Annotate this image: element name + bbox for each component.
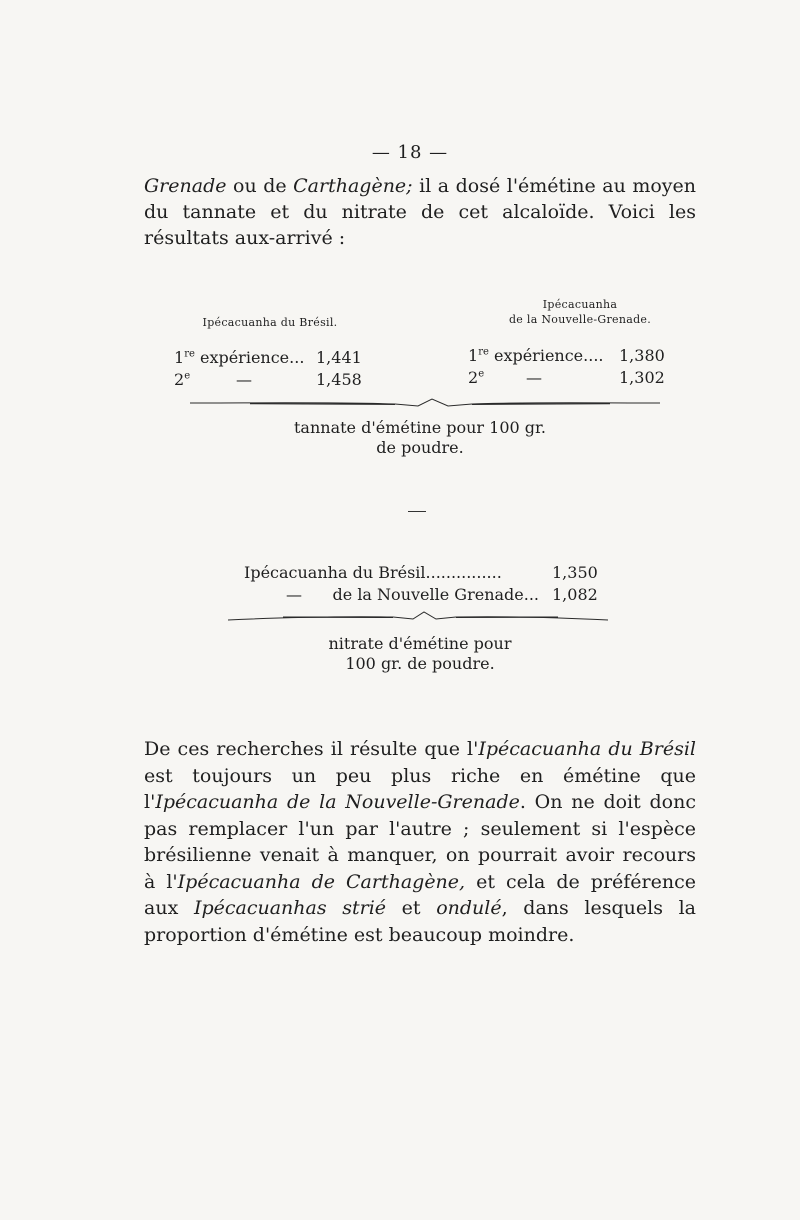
conclusion-segment-0: De ces recherches il résulte que l' (144, 738, 479, 760)
conclusion-segment-2: est toujours un peu plus riche en émétine que l' (144, 764, 696, 813)
intro-segment-3: il a dosé l'émétine au moyen du tannate et du nitrate de cet alcaloïde. Voici les résultats aux-arrivé : (144, 175, 697, 249)
conclusion-segment-6: et cela de préférence aux (144, 870, 696, 919)
nitrate-row-1-value: 1,350 (552, 563, 598, 582)
conclusion-segment-5: Ipécacuanha de Carthagène, (177, 870, 466, 893)
tannate-caption-line1: tannate d'émétine pour 100 gr. (293, 418, 546, 437)
conclusion-segment-10: , dans lesquels la proportion d'émétine est beaucoup moindre. (144, 897, 696, 946)
intro-segment-0: Grenade (144, 175, 227, 197)
tannate-row-1-label: 1re expérience... (174, 348, 305, 367)
tannate-row-2-right-ord: 2e (468, 368, 485, 387)
conclusion-segment-9: ondulé (436, 897, 502, 919)
tannate-row-2-bresil-value: 1,458 (316, 370, 362, 389)
conclusion-segment-7: Ipécacuanhas strié (193, 897, 387, 919)
conclusion-segment-3: Ipécacuanha de la Nouvelle-Grenade (155, 791, 520, 813)
conclusion-segment-4: . On ne doit donc pas remplacer l'un par l'autre ; seulement si l'espèce brésilienne venait à manquer, on pourrait avoir recours à l' (144, 791, 697, 893)
nitrate-row-2-label: — de la Nouvelle Grenade... (286, 585, 539, 604)
tannate-row-2-grenade-value: 1,302 (619, 368, 665, 387)
tannate-row-2-right-dash: — (526, 368, 542, 387)
nitrate-caption-line1: nitrate d'émétine pour (328, 634, 512, 653)
conclusion-segment-1: Ipécacuanha du Brésil (478, 738, 696, 760)
nitrate-caption-line2: 100 gr. de poudre. (345, 654, 495, 673)
tannate-brace (190, 392, 660, 410)
nitrate-row-1-label: Ipécacuanha du Brésil............... (244, 563, 502, 582)
tannate-row-1-grenade-value: 1,380 (619, 346, 665, 365)
intro-segment-1: ou de (226, 175, 294, 197)
nitrate-brace (228, 606, 608, 624)
nitrate-row-2-value: 1,082 (552, 585, 598, 604)
column-header-bresil: Ipécacuanha du Brésil. (202, 316, 338, 329)
tannate-row-1-bresil-value: 1,441 (316, 348, 362, 367)
tannate-row-1-right-label: 1re expérience.... (468, 346, 604, 365)
conclusion-paragraph (144, 736, 696, 948)
intro-segment-2: Carthagène; (293, 175, 413, 197)
tannate-row-2-dash: — (236, 370, 252, 389)
section-separator (408, 511, 426, 512)
conclusion-segment-8: et (386, 897, 437, 919)
tannate-caption-line2: de poudre. (376, 438, 464, 457)
page-number: — 18 — (371, 142, 449, 163)
tannate-row-2-ord: 2e (174, 370, 191, 389)
column-header-grenade-line1: Ipécacuanha (542, 298, 618, 311)
intro-paragraph (144, 173, 696, 251)
column-header-grenade-line2: de la Nouvelle-Grenade. (508, 313, 652, 326)
